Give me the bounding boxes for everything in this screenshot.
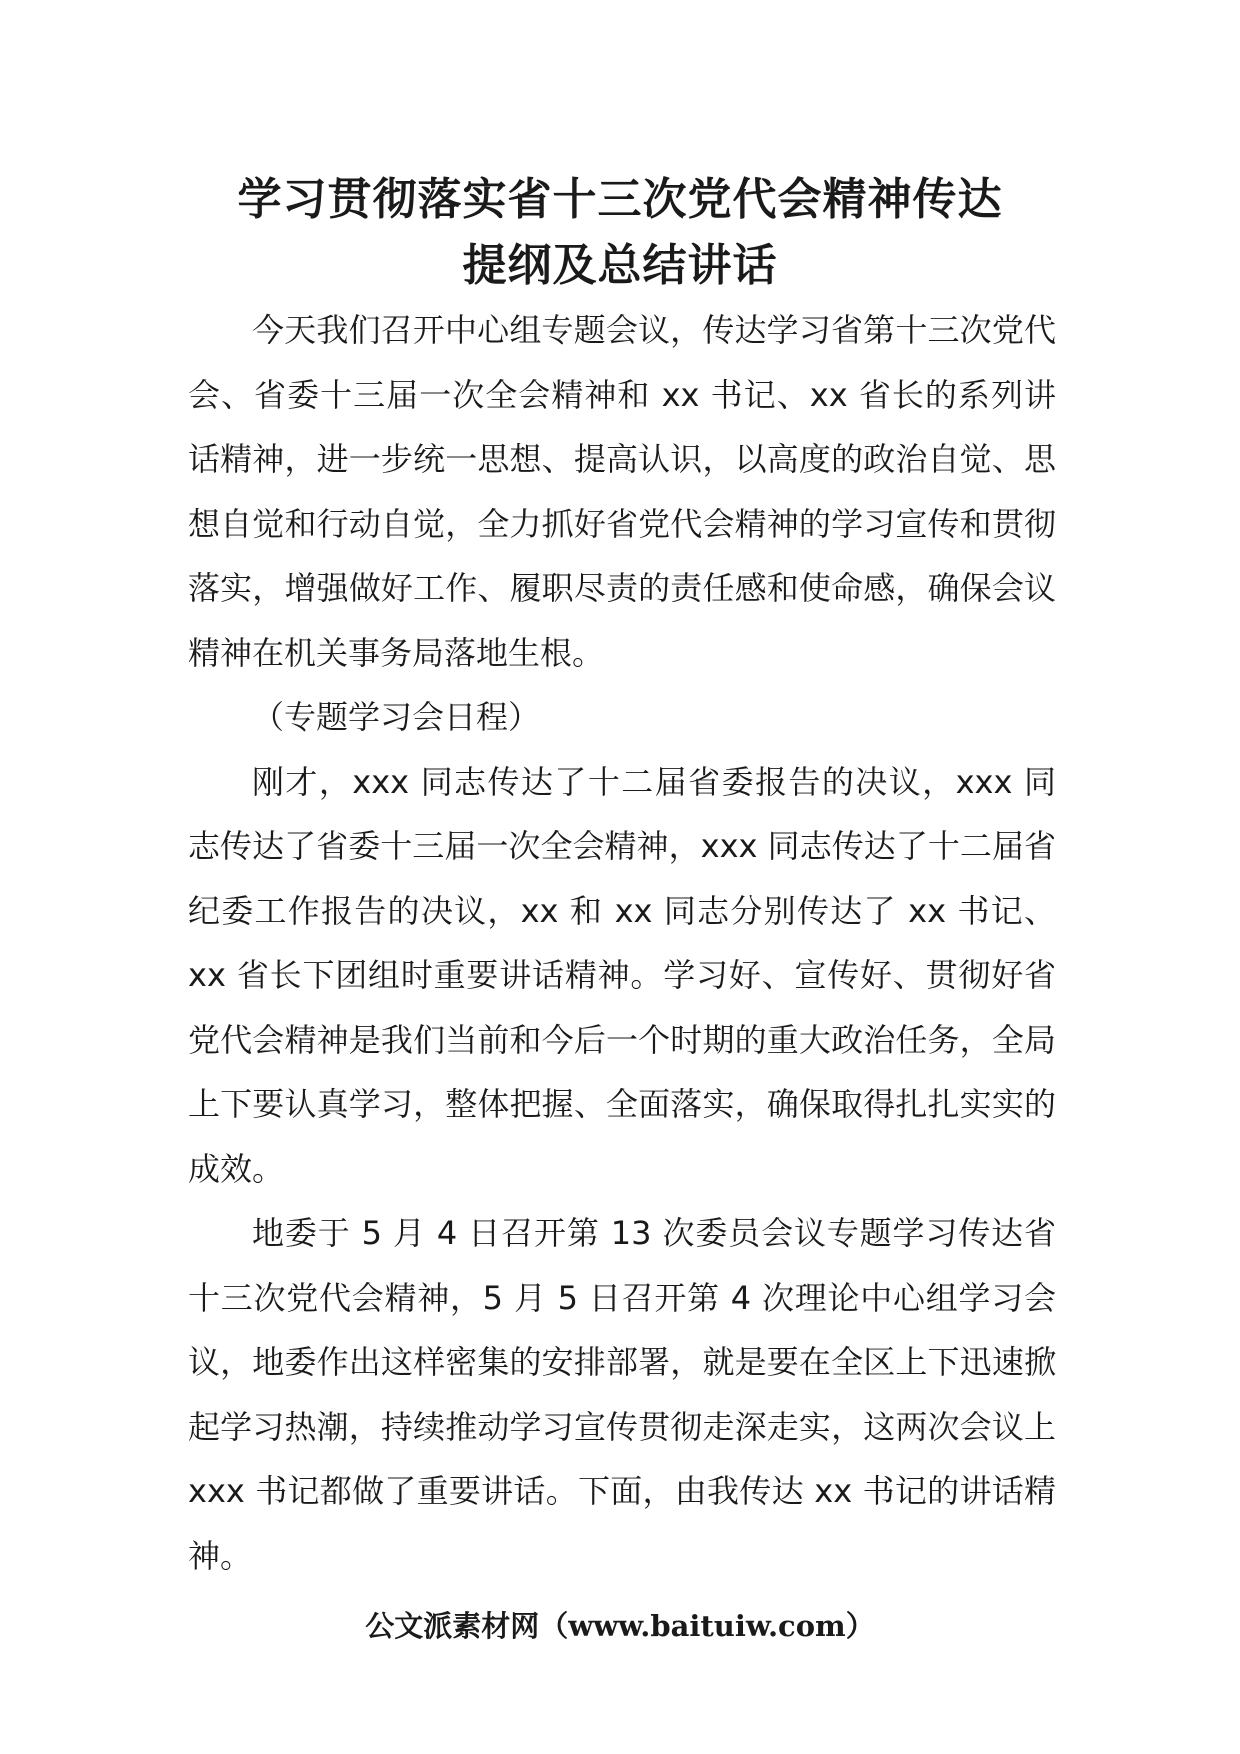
paragraph-schedule-note: （专题学习会日程） bbox=[252, 698, 541, 736]
document-title-line-1: 学习贯彻落实省十三次党代会精神传达 bbox=[237, 174, 1003, 225]
document-title-line-2: 提纲及总结讲话 bbox=[462, 240, 778, 291]
footer-watermark: 公文派素材网（www.baituiw.com） bbox=[365, 1609, 875, 1643]
document-body bbox=[188, 298, 1056, 1588]
paragraph-briefing: 刚才，xxx 同志传达了十二届省委报告的决议，xxx 同志传达了省委十三届一次全会精神，xxx 同志传达了十二届省纪委工作报告的决议，xx 和 xx 同志分别传达了 xx 书记、xx 省长下团组时重要讲话精神。学习好、宣传好、贯彻好省党代会精神是我们当前和今后一个时期的重大政治任务，全局上下要认真学习，整体把握、全面落实，确保取得扎扎实实的成效。 bbox=[188, 762, 1056, 1188]
paragraph-prefecture-meetings: 地委于 5 月 4 日召开第 13 次委员会议专题学习传达省十三次党代会精神，5 月 5 日召开第 4 次理论中心组学习会议，地委作出这样密集的安排部署，就是要在全区上下迅速掀起学习热潮，持续推动学习宣传贯彻走深走实，这两次会议上 xxx 书记都做了重要讲话。下面，由我传达 xx 书记的讲话精神。 bbox=[188, 1214, 1056, 1575]
paragraph-intro: 今天我们召开中心组专题会议，传达学习省第十三次党代会、省委十三届一次全会精神和 xx 书记、xx 省长的系列讲话精神，进一步统一思想、提高认识，以高度的政治自觉、思想自觉和行动自觉，全力抓好省党代会精神的学习宣传和贯彻落实，增强做好工作、履职尽责的责任感和使命感，确保会议精神在机关事务局落地生根。 bbox=[188, 311, 1056, 672]
